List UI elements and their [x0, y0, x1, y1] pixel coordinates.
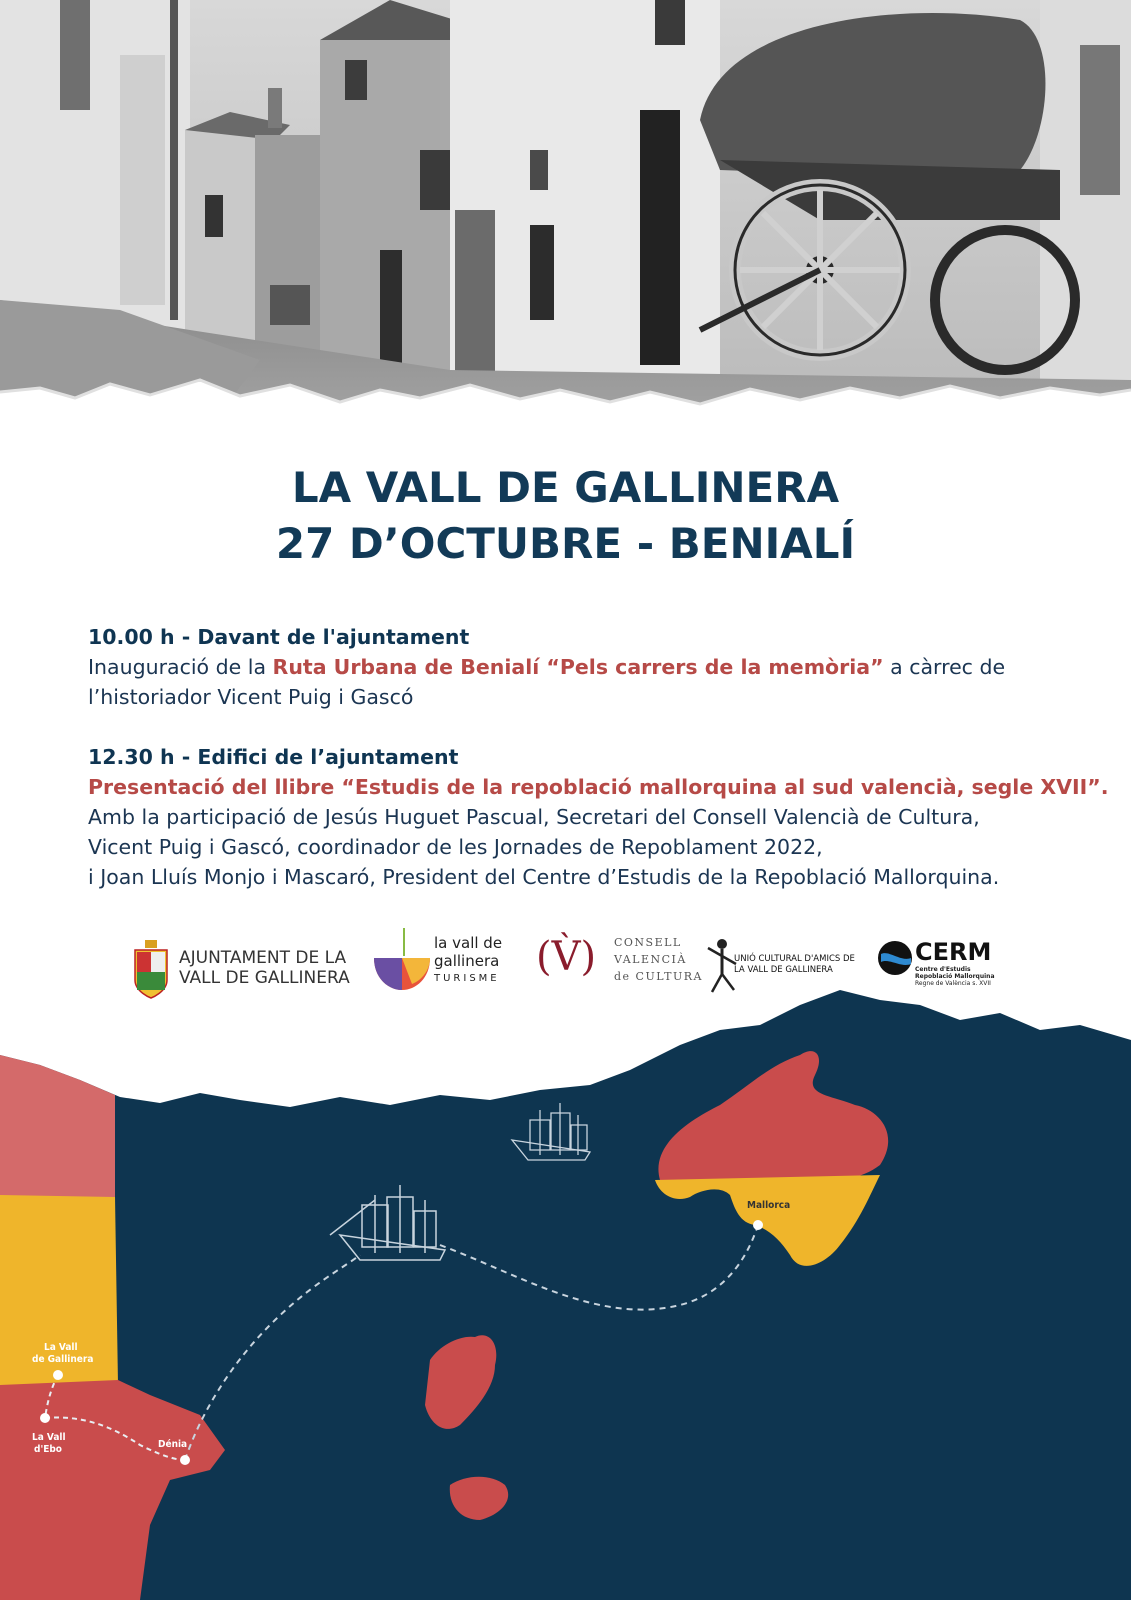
point-vall-ebo — [40, 1413, 50, 1423]
route-map — [0, 985, 1131, 1600]
cerm-line-1: Centre d'Estudis — [915, 966, 971, 973]
event-2-line-2: Vicent Puig i Gascó, coordinador de les Jornades de Repoblament 2022, — [88, 835, 823, 859]
label-vall-ebo-2: d'Ebo — [34, 1444, 62, 1455]
event-2-heading: 12.30 h - Edifici de l’ajuntament — [88, 745, 459, 769]
point-mallorca — [753, 1220, 763, 1230]
consell-line-3: de CULTURA — [614, 970, 703, 983]
turisme-line-2: gallinera — [434, 952, 500, 970]
cerm-line-3: Regne de València s. XVII — [915, 980, 991, 987]
event-1-text-pre: Inauguració de la — [88, 655, 273, 679]
label-mallorca: Mallorca — [747, 1200, 791, 1211]
event-program — [88, 622, 1109, 922]
label-denia: Dénia — [158, 1439, 188, 1450]
point-vall-gallinera — [53, 1370, 63, 1380]
event-1-text-post: a càrrec de — [883, 655, 1006, 679]
ajuntament-line-1: AJUNTAMENT DE LA — [179, 948, 347, 968]
turisme-line-3: TURISME — [434, 973, 500, 984]
event-1-line-1 — [88, 652, 1088, 682]
event-1-line-2: l’historiador Vicent Puig i Gascó — [88, 685, 414, 709]
event-1-highlight: Ruta Urbana de Benialí “Pels carrers de la memòria” — [272, 655, 884, 679]
consell-line-1: CONSELL — [614, 936, 682, 949]
point-denia — [180, 1455, 190, 1465]
consell-line-2: VALENCIÀ — [614, 953, 687, 966]
ajuntament-line-2: VALL DE GALLINERA — [179, 968, 350, 988]
consell-glyph: (V̀) — [536, 934, 597, 980]
event-2-highlight: Presentació del llibre “Estudis de la repoblació mallorquina al sud valencià, segle XVII”. — [88, 775, 1109, 799]
title-line-1: LA VALL DE GALLINERA — [291, 463, 840, 512]
cerm-name: CERM — [915, 938, 992, 966]
label-vall-ebo-1: La Vall — [32, 1432, 66, 1443]
event-2 — [88, 742, 1109, 892]
event-2-line-1: Amb la participació de Jesús Huguet Pascual, Secretari del Consell Valencià de Cultura, — [88, 805, 980, 829]
globe-icon — [877, 940, 913, 976]
title-line-2: 27 D’OCTUBRE - BENIALÍ — [275, 519, 856, 568]
event-1 — [88, 622, 1088, 712]
event-2-line-3: i Joan Lluís Monjo i Mascaró, President del Centre d’Estudis de la Repoblació Mallorquina. — [88, 865, 1000, 889]
cerm-line-2: Repoblació Mallorquina — [915, 973, 995, 980]
event-1-heading: 10.00 h - Davant de l'ajuntament — [88, 625, 470, 649]
unio-line-2: LA VALL DE GALLINERA — [734, 965, 833, 975]
village-street-photo — [0, 0, 1131, 440]
label-vall-gallinera-1: La Vall — [44, 1342, 78, 1353]
mainland-red-north — [0, 1055, 115, 1205]
poster-title — [0, 460, 1131, 572]
label-vall-gallinera-2: de Gallinera — [32, 1354, 94, 1365]
turisme-line-1: la vall de — [434, 934, 503, 952]
unio-line-1: UNIÓ CULTURAL D'AMICS DE — [734, 954, 855, 964]
